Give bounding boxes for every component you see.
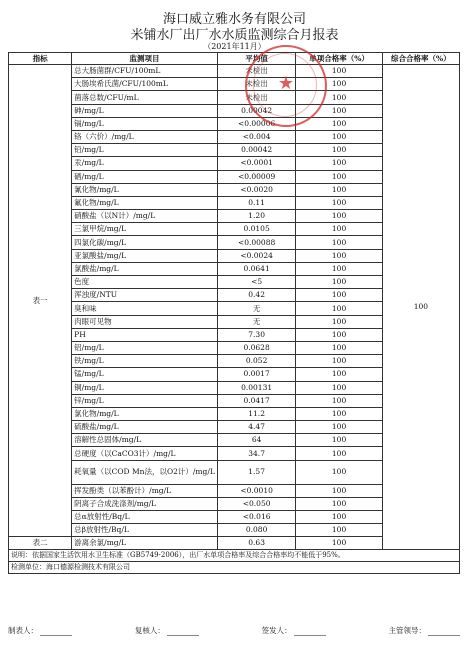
item-name: 三氯甲烷/mg/L <box>72 223 218 236</box>
signature-bar <box>8 625 460 636</box>
average-value: 1.57 <box>217 460 296 484</box>
group2-label: 表二 <box>9 537 72 550</box>
item-name: 硒/mg/L <box>72 170 218 183</box>
approver-label: 签发人： <box>261 626 292 635</box>
average-value: <0.004 <box>217 130 296 143</box>
item-name: 大肠埃希氏菌/CFU/100mL <box>72 78 218 91</box>
water-quality-table <box>8 52 460 574</box>
pass-rate: 100 <box>296 497 382 510</box>
item-name: 硫酸盐/mg/L <box>72 421 218 434</box>
supervisor-label: 主管领导： <box>388 626 426 635</box>
average-value: <0.050 <box>217 497 296 510</box>
header-category: 指标 <box>9 53 72 65</box>
pass-rate: 100 <box>296 421 382 434</box>
pass-rate: 100 <box>296 276 382 289</box>
item-name: 总β放射性/Bq/L <box>72 524 218 537</box>
table-row <box>9 65 460 78</box>
average-value: 0.0628 <box>217 341 296 354</box>
item-name: 色度 <box>72 276 218 289</box>
pass-rate: 100 <box>296 249 382 262</box>
pass-rate: 100 <box>296 104 382 117</box>
average-value: 0.052 <box>217 355 296 368</box>
item-name: 菌落总数/CFU/mL <box>72 91 218 104</box>
pass-rate: 100 <box>296 447 382 460</box>
overall-pass-rate: 100 <box>382 65 459 550</box>
pass-rate: 100 <box>296 537 382 550</box>
item-name: 挥发酚类（以苯酚计）/mg/L <box>72 484 218 497</box>
average-value: <0.0001 <box>217 157 296 170</box>
reviewer-label: 复核人： <box>134 626 165 635</box>
item-name: 锰/mg/L <box>72 368 218 381</box>
company-seal: ★ <box>245 45 327 127</box>
pass-rate: 100 <box>296 407 382 420</box>
pass-rate: 100 <box>296 289 382 302</box>
average-value: <0.00006 <box>217 117 296 130</box>
pass-rate: 100 <box>296 130 382 143</box>
average-value: 无 <box>217 302 296 315</box>
item-name: 臭和味 <box>72 302 218 315</box>
pass-rate: 100 <box>296 117 382 130</box>
header-pass-rate: 单项合格率（%） <box>296 53 382 65</box>
note-note1: 说明：依据国家生活饮用水卫生标准（GB5749-2006），出厂水单项合格率及综合合格率均不能低于95%。 <box>9 550 460 562</box>
pass-rate: 100 <box>296 434 382 447</box>
pass-rate: 100 <box>296 262 382 275</box>
pass-rate: 100 <box>296 484 382 497</box>
item-name: 铬（六价）/mg/L <box>72 130 218 143</box>
item-name: 游离余氯/mg/L <box>72 537 218 550</box>
average-value: 无 <box>217 315 296 328</box>
average-value: 0.00131 <box>217 381 296 394</box>
item-name: 总大肠菌群/CFU/100mL <box>72 65 218 78</box>
item-name: 铁/mg/L <box>72 355 218 368</box>
preparer-signature <box>40 635 72 636</box>
average-value: 0.0105 <box>217 223 296 236</box>
pass-rate: 100 <box>296 91 382 104</box>
average-value: <0.016 <box>217 511 296 524</box>
pass-rate: 100 <box>296 236 382 249</box>
average-value: 64 <box>217 434 296 447</box>
average-value: 未检出 <box>217 91 296 104</box>
average-value: <0.0020 <box>217 183 296 196</box>
pass-rate: 100 <box>296 65 382 78</box>
item-name: 铜/mg/L <box>72 381 218 394</box>
item-name: 氰化物/mg/L <box>72 183 218 196</box>
item-name: 汞/mg/L <box>72 157 218 170</box>
item-name: 亚氯酸盐/mg/L <box>72 249 218 262</box>
pass-rate: 100 <box>296 183 382 196</box>
average-value: 11.2 <box>217 407 296 420</box>
pass-rate: 100 <box>296 157 382 170</box>
pass-rate: 100 <box>296 381 382 394</box>
pass-rate: 100 <box>296 524 382 537</box>
item-name: 总α放射性/Bq/L <box>72 511 218 524</box>
average-value: 0.11 <box>217 196 296 209</box>
average-value: 0.0641 <box>217 262 296 275</box>
report-title: 米铺水厂出厂水水质监测综合月报表 <box>130 28 339 43</box>
pass-rate: 100 <box>296 368 382 381</box>
note-row <box>9 562 460 574</box>
average-value: 0.00042 <box>217 144 296 157</box>
item-name: 砷/mg/L <box>72 104 218 117</box>
average-value: 未检出 <box>217 65 296 78</box>
pass-rate: 100 <box>296 210 382 223</box>
pass-rate: 100 <box>296 196 382 209</box>
average-value: 7.30 <box>217 328 296 341</box>
pass-rate: 100 <box>296 341 382 354</box>
pass-rate: 100 <box>296 328 382 341</box>
group1-label: 表一 <box>9 65 72 537</box>
item-name: 硝酸盐（以N计）/mg/L <box>72 210 218 223</box>
average-value: <0.00009 <box>217 170 296 183</box>
report-period: （2021年11月） <box>203 42 266 51</box>
supervisor-signature <box>428 635 460 636</box>
item-name: 溶解性总固体/mg/L <box>72 434 218 447</box>
note-note2: 检测单位：海口德源检测技术有限公司 <box>9 562 460 574</box>
company-name: 海口威立雅水务有限公司 <box>162 12 306 27</box>
pass-rate: 100 <box>296 78 382 91</box>
average-value: 4.47 <box>217 421 296 434</box>
item-name: 肉眼可见物 <box>72 315 218 328</box>
item-name: 耗氧量（以COD Mn法，以O2计）/mg/L <box>72 460 218 484</box>
average-value: <5 <box>217 276 296 289</box>
average-value: <0.00088 <box>217 236 296 249</box>
average-value: 34.7 <box>217 447 296 460</box>
item-name: 氯化物/mg/L <box>72 407 218 420</box>
pass-rate: 100 <box>296 460 382 484</box>
item-name: 四氯化碳/mg/L <box>72 236 218 249</box>
average-value: 未检出 <box>217 78 296 91</box>
average-value: 0.42 <box>217 289 296 302</box>
note-row <box>9 550 460 562</box>
item-name: 氯酸盐/mg/L <box>72 262 218 275</box>
pass-rate: 100 <box>296 315 382 328</box>
item-name: 铝/mg/L <box>72 341 218 354</box>
approver-signature <box>294 635 326 636</box>
item-name: 镉/mg/L <box>72 117 218 130</box>
average-value: 1.20 <box>217 210 296 223</box>
item-name: 浑浊度/NTU <box>72 289 218 302</box>
item-name: 总硬度（以CaCO3计）/mg/L <box>72 447 218 460</box>
header-average: 平均值 <box>217 53 296 65</box>
item-name: PH <box>72 328 218 341</box>
pass-rate: 100 <box>296 394 382 407</box>
pass-rate: 100 <box>296 302 382 315</box>
average-value: <0.0024 <box>217 249 296 262</box>
average-value: <0.0010 <box>217 484 296 497</box>
pass-rate: 100 <box>296 355 382 368</box>
pass-rate: 100 <box>296 170 382 183</box>
item-name: 氟化物/mg/L <box>72 196 218 209</box>
pass-rate: 100 <box>296 144 382 157</box>
pass-rate: 100 <box>296 223 382 236</box>
reviewer-signature <box>167 635 199 636</box>
average-value: 0.0417 <box>217 394 296 407</box>
item-name: 阴离子合成洗涤剂/mg/L <box>72 497 218 510</box>
average-value: 0.080 <box>217 524 296 537</box>
average-value: 0.63 <box>217 537 296 550</box>
header-item: 监测项目 <box>72 53 218 65</box>
average-value: 0.0017 <box>217 368 296 381</box>
average-value: 0.00042 <box>217 104 296 117</box>
pass-rate: 100 <box>296 511 382 524</box>
preparer-label: 制表人： <box>8 626 38 635</box>
header-overall-rate: 综合合格率（%） <box>382 53 459 65</box>
item-name: 铅/mg/L <box>72 144 218 157</box>
item-name: 锌/mg/L <box>72 394 218 407</box>
